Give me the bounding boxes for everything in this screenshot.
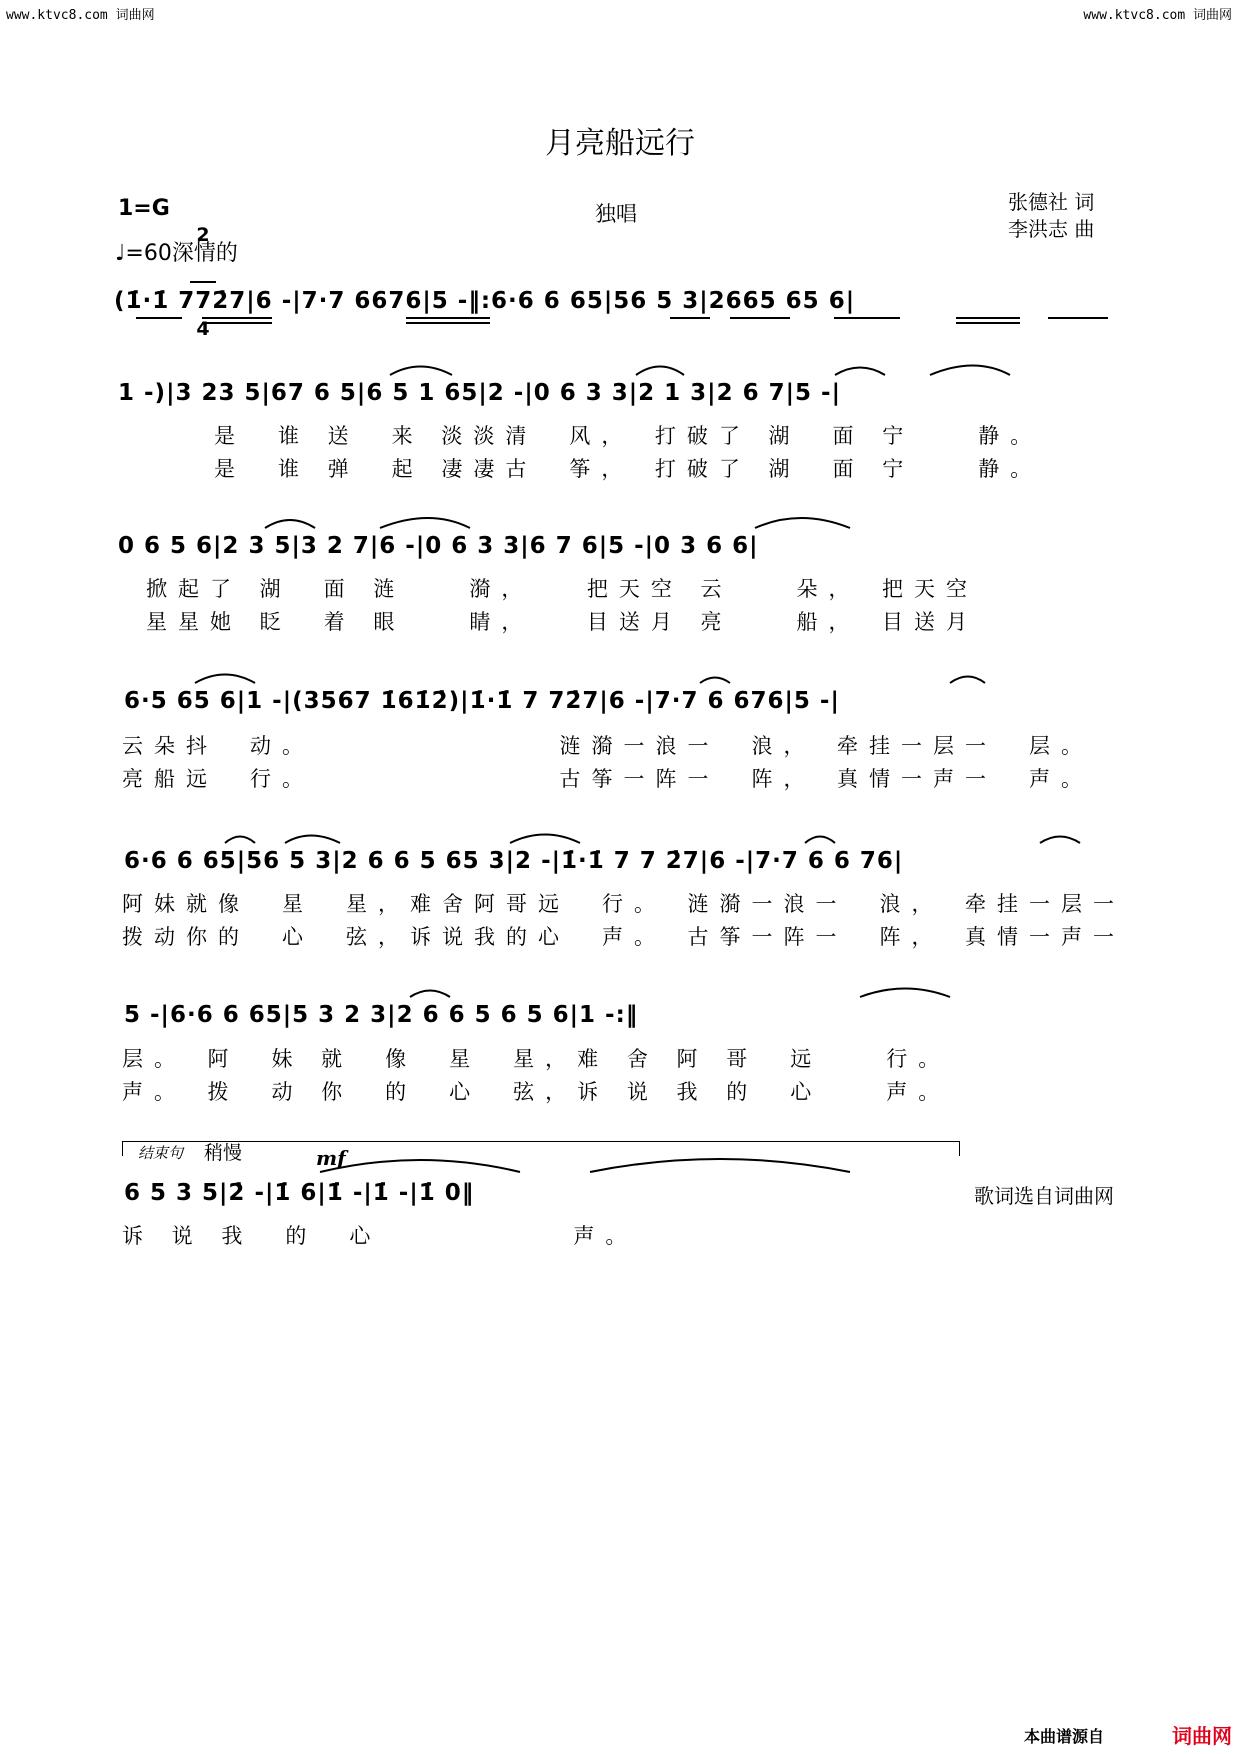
slur-16 bbox=[410, 991, 450, 998]
ending-label: 结束句 bbox=[138, 1144, 184, 1162]
footer-source: 本曲谱源自 bbox=[1024, 1727, 1105, 1746]
slur-6 bbox=[380, 518, 470, 528]
lyrics-source: 歌词选自词曲网 bbox=[974, 1184, 1114, 1208]
lyrics-row-2-verse-2: 是 谁 弹 起 凄凄古 筝， 打破了 湖 面 宁 静。 bbox=[214, 457, 1043, 481]
lyricist-credit: 张德社 词 bbox=[1008, 190, 1095, 214]
notation-row-ending: 6 5 3 5|2̇ -|1̇ 6|1̇ -|1̇ -|1̇ 0‖ bbox=[124, 1180, 475, 1206]
slur-3 bbox=[835, 368, 885, 376]
composer-credit: 李洪志 曲 bbox=[1008, 217, 1095, 241]
slur-14 bbox=[805, 837, 835, 844]
lyrics-row-4-verse-1: 云朵抖 动。 涟漪一浪一 浪， 牵挂一层一 层。 bbox=[122, 734, 1093, 758]
lyrics-row-3-verse-2: 星星她 眨 着 眼 睛， 目送月 亮 船， 目送月 bbox=[146, 610, 979, 634]
footer-logo: 词曲网 bbox=[1172, 1724, 1232, 1748]
voice-type: 独唱 bbox=[595, 202, 637, 226]
slur-1 bbox=[390, 367, 452, 376]
notation-row-3: 0 6 5 6|2 3 5|3 2 7|6 -|0 6 3 3|6 7 6|5 -|0 3 6 6| bbox=[118, 533, 759, 559]
slur-9 bbox=[700, 678, 730, 684]
notation-row-2: 1 -)|3 23 5|67 6 5|6 5 1 65|2 -|0 6 3 3|2 1 3|2 6 7|5 -| bbox=[118, 380, 841, 406]
slur-15 bbox=[1040, 837, 1080, 844]
notation-row-4: 6·5 65 6|1 -|(3567 1̇61̇2̇)|1̇·1̇ 7 72̇7|6 -|7·7 6 676|5 -| bbox=[124, 688, 840, 714]
slur-7 bbox=[755, 518, 850, 528]
dynamic-marking: mf bbox=[316, 1146, 346, 1170]
notation-row-1: (1̇·1̇ 772̇7|6 -|7·7 6676|5 -‖:6·6 6 65|56 5 3|2665 65 6| bbox=[114, 288, 856, 314]
key-signature: 1=G bbox=[118, 196, 170, 221]
notation-row-5: 6·6 6 65|56 5 3|2 6 6 5 65 3|2 -|1̇·1̇ 7 7 2̇7|6 -|7·7 6 6 76| bbox=[124, 848, 904, 874]
time-sig-bottom: 4 bbox=[196, 318, 210, 340]
slur-4 bbox=[930, 366, 1010, 376]
slur-18 bbox=[320, 1160, 520, 1172]
lyrics-row-5-verse-2: 拨动你的 心 弦，诉说我的心 声。 古筝一阵一 阵， 真情一声一 bbox=[122, 925, 1125, 949]
slur-8 bbox=[195, 675, 255, 684]
watermark-left: www.ktvc8.com 词曲网 bbox=[6, 8, 155, 23]
slur-5 bbox=[265, 520, 315, 528]
lyrics-row-5-verse-1: 阿妹就像 星 星，难舍阿哥远 行。 涟漪一浪一 浪， 牵挂一层一 bbox=[122, 892, 1125, 916]
slur-19 bbox=[590, 1159, 850, 1172]
lyrics-row-2-verse-1: 是 谁 送 来 淡淡清 风， 打破了 湖 面 宁 静。 bbox=[214, 424, 1043, 448]
lyrics-row-3-verse-1: 掀起了 湖 面 涟 漪， 把天空 云 朵， 把天空 bbox=[146, 577, 979, 601]
ending-tempo: 稍慢 bbox=[204, 1142, 243, 1164]
slur-17 bbox=[860, 989, 950, 998]
lyrics-row-ending: 诉 说 我 的 心 声。 bbox=[122, 1224, 638, 1248]
song-title: 月亮船远行 bbox=[545, 126, 695, 161]
slur-12 bbox=[285, 836, 340, 844]
slur-13 bbox=[510, 835, 580, 844]
time-sig-top: 2 bbox=[196, 224, 210, 246]
lyrics-row-6-verse-1: 层。 阿 妹 就 像 星 星，难 舍 阿 哥 远 行。 bbox=[122, 1047, 951, 1071]
lyrics-row-4-verse-2: 亮船远 行。 古筝一阵一 阵， 真情一声一 声。 bbox=[122, 767, 1093, 791]
slur-2 bbox=[636, 367, 684, 376]
tempo-text: =60深情的 bbox=[125, 241, 238, 266]
watermark-right: www.ktvc8.com 词曲网 bbox=[1083, 8, 1232, 23]
quarter-note-icon: ♩ bbox=[115, 241, 126, 266]
lyrics-row-6-verse-2: 声。 拨 动 你 的 心 弦，诉 说 我 的 心 声。 bbox=[122, 1080, 951, 1104]
slur-10 bbox=[950, 677, 985, 684]
notation-row-6: 5 -|6·6 6 65|5 3 2 3|2 6 6 5 6 5 6|1 -:‖ bbox=[124, 1002, 639, 1028]
slur-11 bbox=[225, 837, 255, 844]
